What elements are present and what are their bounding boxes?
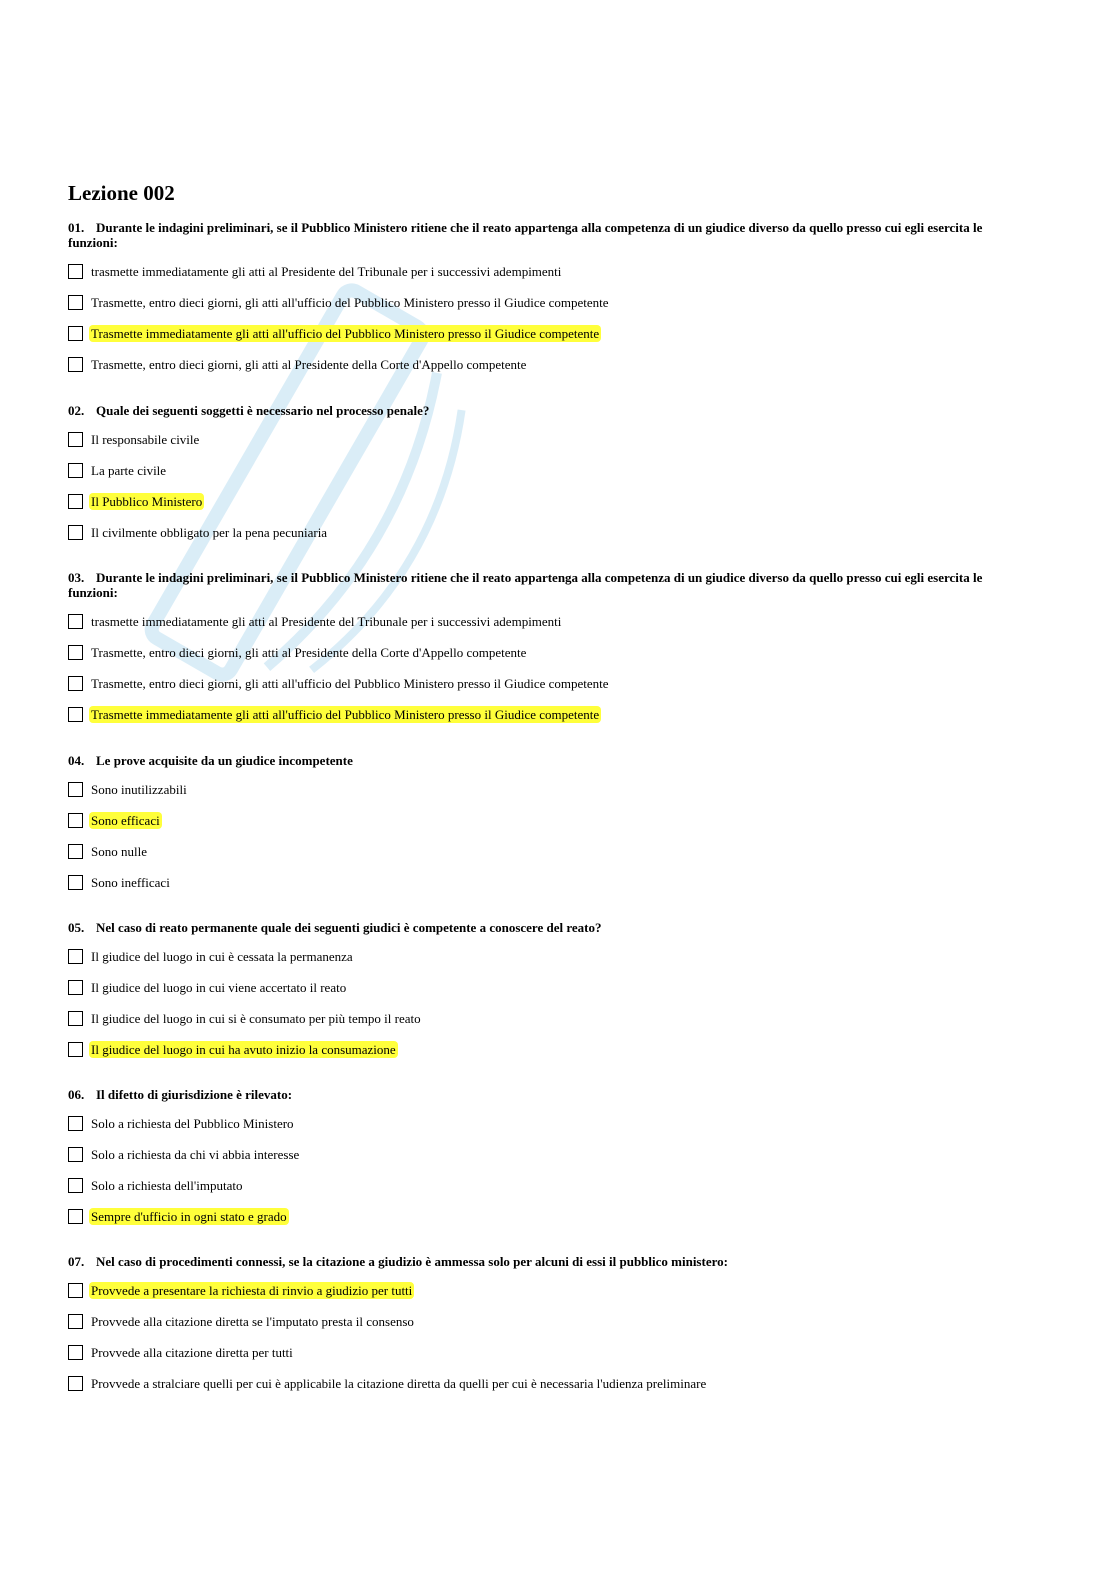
- question-label: Nel caso di reato permanente quale dei seguenti giudici è competente a conoscere del reato?: [96, 920, 602, 935]
- option-item: [68, 517, 1028, 548]
- option-item: [68, 256, 1028, 287]
- question-label: Quale dei seguenti soggetti è necessario nel processo penale?: [96, 403, 430, 418]
- option-item: [68, 941, 1028, 972]
- question-number: 03.: [68, 570, 85, 585]
- option-label: Trasmette, entro dieci giorni, gli atti al Presidente della Corte d'Appello competente: [91, 645, 527, 660]
- question-label: Il difetto di giurisdizione è rilevato:: [96, 1087, 293, 1102]
- option-label: trasmette immediatamente gli atti al Presidente del Tribunale per i successivi adempimenti: [91, 614, 562, 629]
- option-label: Sono inutilizzabili: [91, 782, 187, 797]
- option-label: Trasmette, entro dieci giorni, gli atti all'ufficio del Pubblico Ministero presso il Giudice competente: [91, 676, 609, 691]
- option-item: [68, 1170, 1028, 1201]
- option-label-correct: Sempre d'ufficio in ogni stato e grado: [91, 1209, 287, 1224]
- option-item: [68, 1337, 1028, 1368]
- question-number: 07.: [68, 1254, 85, 1269]
- option-item: [68, 1275, 1028, 1306]
- checkbox[interactable]: [68, 463, 83, 478]
- question-label: Durante le indagini preliminari, se il Pubblico Ministero ritiene che il reato appartenga alla competenza di un giudice diverso da quello presso cui egli esercita le funzioni:: [68, 570, 983, 600]
- checkbox[interactable]: [68, 1178, 83, 1193]
- option-label: Trasmette, entro dieci giorni, gli atti al Presidente della Corte d'Appello competente: [91, 357, 527, 372]
- checkbox[interactable]: [68, 1376, 83, 1391]
- checkbox[interactable]: [68, 707, 83, 722]
- option-item: [68, 867, 1028, 898]
- options-list: [68, 606, 1028, 730]
- option-label: Il giudice del luogo in cui viene accertato il reato: [91, 980, 347, 995]
- checkbox[interactable]: [68, 645, 83, 660]
- question-number: 04.: [68, 753, 85, 768]
- question-number: 01.: [68, 220, 85, 235]
- option-item: [68, 486, 1028, 517]
- checkbox[interactable]: [68, 432, 83, 447]
- option-label-correct: Trasmette immediatamente gli atti all'ufficio del Pubblico Ministero presso il Giudice competente: [91, 707, 600, 722]
- question-07: [68, 1254, 1028, 1399]
- option-label: Solo a richiesta dell'imputato: [91, 1178, 243, 1193]
- checkbox[interactable]: [68, 494, 83, 509]
- checkbox[interactable]: [68, 1209, 83, 1224]
- option-label: Trasmette, entro dieci giorni, gli atti all'ufficio del Pubblico Ministero presso il Giudice competente: [91, 295, 609, 310]
- option-item: [68, 606, 1028, 637]
- option-item: [68, 1306, 1028, 1337]
- options-list: [68, 774, 1028, 898]
- options-list: [68, 256, 1028, 380]
- option-label: Sono nulle: [91, 844, 147, 859]
- option-item: [68, 1108, 1028, 1139]
- question-number: 05.: [68, 920, 85, 935]
- option-label-correct: Sono efficaci: [91, 813, 160, 828]
- checkbox[interactable]: [68, 1345, 83, 1360]
- option-label: Provvede alla citazione diretta per tutti: [91, 1345, 293, 1360]
- option-label-correct: Provvede a presentare la richiesta di rinvio a giudizio per tutti: [91, 1283, 413, 1298]
- checkbox[interactable]: [68, 614, 83, 629]
- option-label: Il civilmente obbligato per la pena pecuniaria: [91, 525, 328, 540]
- checkbox[interactable]: [68, 1147, 83, 1162]
- lesson-title: Lezione 002: [68, 181, 175, 205]
- option-item: [68, 805, 1028, 836]
- question-label: Durante le indagini preliminari, se il Pubblico Ministero ritiene che il reato appartenga alla competenza di un giudice diverso da quello presso cui egli esercita le funzioni:: [68, 220, 983, 250]
- option-label: Il responsabile civile: [91, 432, 200, 447]
- checkbox[interactable]: [68, 357, 83, 372]
- checkbox[interactable]: [68, 525, 83, 540]
- option-item: [68, 1003, 1028, 1034]
- checkbox[interactable]: [68, 980, 83, 995]
- option-label: Solo a richiesta da chi vi abbia interesse: [91, 1147, 300, 1162]
- option-item: [68, 318, 1028, 349]
- option-label: Provvede a stralciare quelli per cui è applicabile la citazione diretta da quelli per cui è necessaria l'udienza preliminare: [91, 1376, 707, 1391]
- option-item: [68, 1139, 1028, 1170]
- question-label: Le prove acquisite da un giudice incompetente: [96, 753, 353, 768]
- question-02: [68, 403, 1028, 548]
- question-label: Nel caso di procedimenti connessi, se la citazione a giudizio è ammessa solo per alcuni di essi il pubblico ministero:: [96, 1254, 728, 1269]
- option-item: [68, 668, 1028, 699]
- checkbox[interactable]: [68, 813, 83, 828]
- question-text: [68, 220, 1028, 250]
- option-label-correct: Trasmette immediatamente gli atti all'ufficio del Pubblico Ministero presso il Giudice competente: [91, 326, 600, 341]
- option-item: [68, 972, 1028, 1003]
- question-text: [68, 1087, 1028, 1102]
- question-03: [68, 570, 1028, 730]
- option-item: [68, 455, 1028, 486]
- options-list: [68, 941, 1028, 1065]
- option-label-correct: Il Pubblico Ministero: [91, 494, 203, 509]
- question-text: [68, 1254, 1028, 1269]
- question-text: [68, 753, 1028, 768]
- question-05: [68, 920, 1028, 1065]
- question-text: [68, 570, 1028, 600]
- option-label-correct: Il giudice del luogo in cui ha avuto inizio la consumazione: [91, 1042, 396, 1057]
- option-label: trasmette immediatamente gli atti al Presidente del Tribunale per i successivi adempimenti: [91, 264, 562, 279]
- option-item: [68, 836, 1028, 867]
- option-item: [68, 699, 1028, 730]
- option-label: Solo a richiesta del Pubblico Ministero: [91, 1116, 294, 1131]
- checkbox[interactable]: [68, 875, 83, 890]
- option-item: [68, 637, 1028, 668]
- checkbox[interactable]: [68, 1042, 83, 1057]
- option-label: Il giudice del luogo in cui si è consumato per più tempo il reato: [91, 1011, 421, 1026]
- checkbox[interactable]: [68, 326, 83, 341]
- checkbox[interactable]: [68, 1283, 83, 1298]
- option-item: [68, 1034, 1028, 1065]
- checkbox[interactable]: [68, 1011, 83, 1026]
- checkbox[interactable]: [68, 1116, 83, 1131]
- checkbox[interactable]: [68, 949, 83, 964]
- options-list: [68, 1108, 1028, 1232]
- question-text: [68, 403, 1028, 418]
- question-number: 06.: [68, 1087, 85, 1102]
- option-item: [68, 1368, 1028, 1399]
- options-list: [68, 1275, 1028, 1399]
- options-list: [68, 424, 1028, 548]
- option-item: [68, 349, 1028, 380]
- option-item: [68, 287, 1028, 318]
- option-label: Provvede alla citazione diretta se l'imputato presta il consenso: [91, 1314, 414, 1329]
- option-label: Sono inefficaci: [91, 875, 170, 890]
- question-number: 02.: [68, 403, 85, 418]
- checkbox[interactable]: [68, 676, 83, 691]
- question-text: [68, 920, 1028, 935]
- question-04: [68, 753, 1028, 898]
- checkbox[interactable]: [68, 844, 83, 859]
- option-item: [68, 774, 1028, 805]
- checkbox[interactable]: [68, 1314, 83, 1329]
- checkbox[interactable]: [68, 264, 83, 279]
- option-item: [68, 424, 1028, 455]
- option-label: La parte civile: [91, 463, 167, 478]
- question-01: [68, 220, 1028, 380]
- checkbox[interactable]: [68, 295, 83, 310]
- option-label: Il giudice del luogo in cui è cessata la permanenza: [91, 949, 353, 964]
- checkbox[interactable]: [68, 782, 83, 797]
- question-06: [68, 1087, 1028, 1232]
- option-item: [68, 1201, 1028, 1232]
